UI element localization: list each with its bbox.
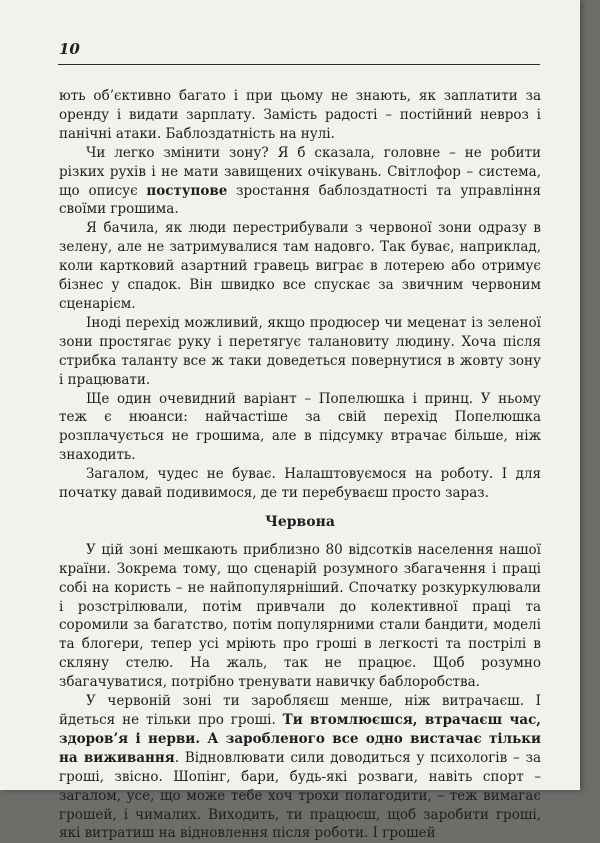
text-run: . Відновлювати сили доводиться у психологів – за гроші, звісно. Шопінг, бари, будь-які розваги, навіть спорт – загалом, усе, що може тебе хоч трохи полагодити, – теж вимагає грошей, і чималих. Виходить, ти працюєш, щоб заробити гроші, які витратиш на відновлення після роботи. І грошей — [59, 749, 541, 842]
text-run: Чи легко змінити зону? Я б сказала, головне – не робити різких рухів і не мати завищених очікувань. Світлофор – система, що описує — [59, 144, 541, 199]
text-run: Ще один очевидний варіант – Попелюшка і принц. У ньому теж є нюанси: найчастіше за свій перехід Попелюшка розплачується не грошима, але в підсумку втрачає більше, ніж знаходить. — [59, 390, 541, 464]
paragraph — [59, 144, 541, 220]
text-run: зростання баблоздатності та управління своїми грошима. — [59, 182, 541, 218]
bold-text-run: Ти втомлюєшся, втрачаєш час, здоров’я і нерви. А заробленого все одно вистачає тільки на виживання — [59, 712, 541, 766]
header-rule — [58, 64, 540, 65]
paragraph — [59, 692, 541, 843]
text-run: ють об’єктивно багато і при цьому не знають, як заплатити за оренду і видати зарплату. Замість радості – постійний невроз і панічні атаки. Баблоздатність на нулі. — [59, 88, 541, 142]
paragraphs-after-heading — [59, 541, 541, 843]
paragraph — [59, 87, 541, 144]
body-text — [59, 87, 541, 843]
paragraph — [59, 314, 541, 390]
paragraph — [59, 465, 541, 503]
text-run: У цій зоні мешкають приблизно 80 відсотків населення нашої країни. Зокрема тому, що сценарій розумного збагачення і праці собі на користь – не найпопулярніший. Спочатку розкуркулювали і розстрілювали, потім привчали до колективної праці та соромили за багатство, потім популярними стали бандити, моделі та блогери, тепер усі мріють про гроші в легкості та пострілі в скляну стелю. На жаль, так не працює. Щоб розумно збагачуватися, потрібно тренувати навичку баблоробства. — [59, 541, 541, 691]
paragraphs-before-heading — [59, 87, 541, 503]
page-number: 10 — [59, 40, 80, 58]
bold-text-run: поступове — [146, 182, 228, 199]
paragraph — [59, 541, 541, 692]
text-run: Я бачила, як люди перестрибували з червоної зони одразу в зелену, але не затримувалися там надовго. Так буває, наприклад, коли картковий азартний гравець виграє в лотерею або отримує бізнес у спадок. Він швидко все спускає за звичним червоним сценарієм. — [59, 220, 541, 312]
text-run: Іноді перехід можливий, якщо продюсер чи меценат із зеленої зони простягає руку і перетягує талановиту людину. Хоча після стрибка таланту все ж таки доведеться повернутися в жовту зону і працювати. — [59, 314, 541, 388]
text-run: Загалом, чудес не буває. Налаштовуємося на роботу. І для початку давай подивимося, де ти перебуваєш просто зараз. — [59, 466, 541, 502]
paragraph — [59, 219, 541, 314]
section-heading: Червона — [265, 513, 335, 530]
text-run: У червоній зоні ти заробляєш менше, ніж витрачаєш. І йдеться не тільки про гроші. — [59, 693, 541, 728]
paragraph — [59, 390, 541, 466]
